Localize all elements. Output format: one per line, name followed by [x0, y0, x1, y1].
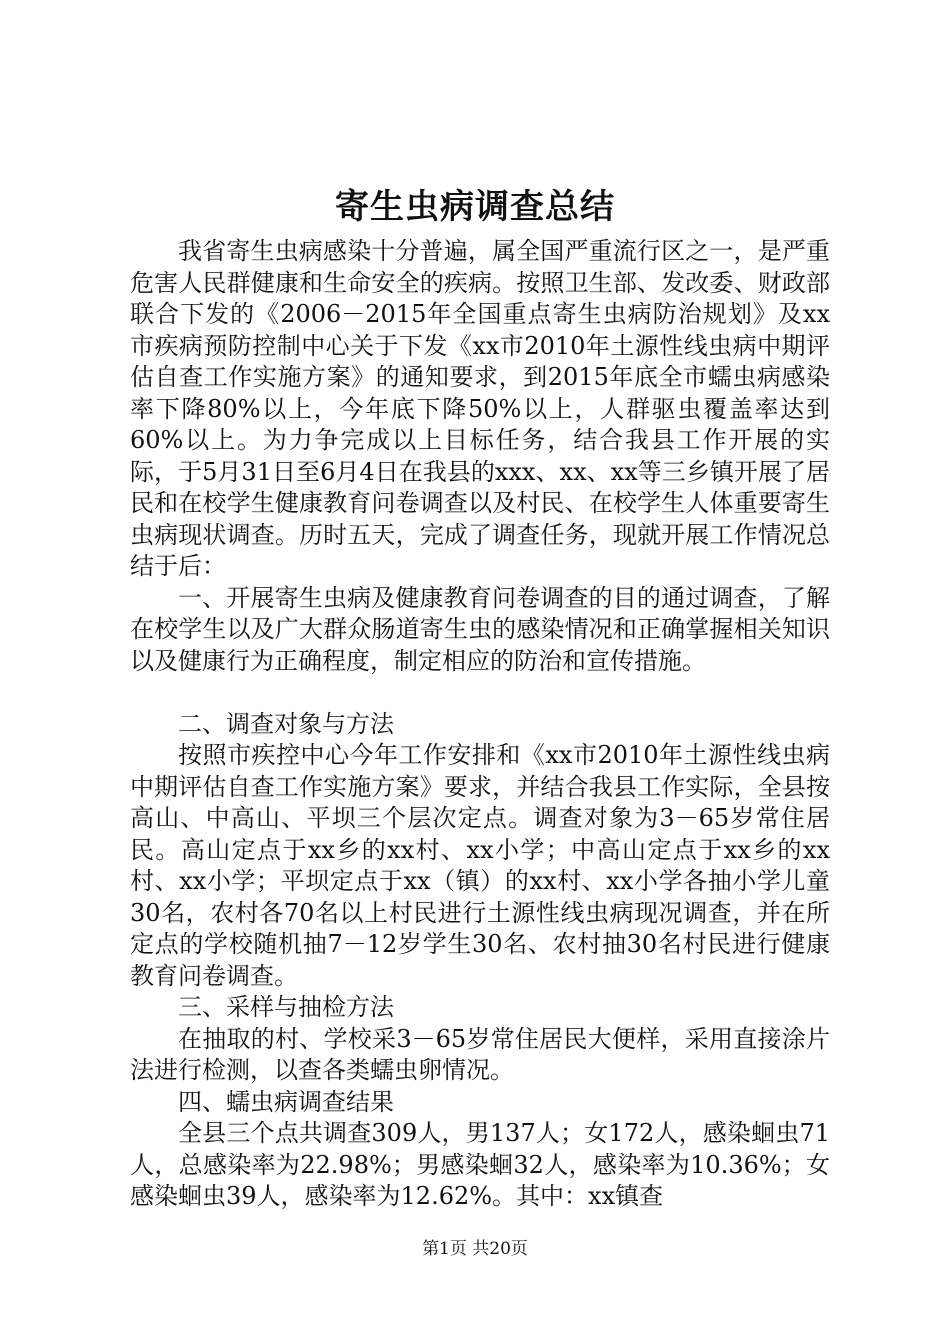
document-body	[130, 236, 830, 1213]
section-three-paragraph: 在抽取的村、学校采3－65岁常住居民大便样，采用直接涂片法进行检测，以查各类蠕虫卵情况。	[130, 1024, 830, 1084]
section-four-heading: 四、蠕虫病调查结果	[178, 1087, 394, 1116]
section-one-paragraph: 一、开展寄生虫病及健康教育问卷调查的目的通过调查，了解在校学生以及广大群众肠道寄生虫的感染情况和正确掌握相关知识以及健康行为正确程度，制定相应的防治和宣传措施。	[130, 583, 830, 675]
section-three-heading: 三、采样与抽检方法	[178, 993, 394, 1021]
section-four-paragraph: 全县三个点共调查309人，男137人；女172人，感染蛔虫71人，总感染率为22.98%；男感染蛔32人，感染率为10.36%；女感染蛔虫39人，感染率为12.62%。其中：xx镇查	[130, 1119, 830, 1210]
intro-paragraph: 我省寄生虫病感染十分普遍，属全国严重流行区之一，是严重危害人民群健康和生命安全的疾病。按照卫生部、发改委、财政部联合下发的《2006－2015年全国重点寄生虫病防治规划》及xx市疾病预防控制中心关于下发《xx市2010年土源性线虫病中期评估自查工作实施方案》的通知要求，到2015年底全市蠕虫病感染率下降80%以上，今年底下降50%以上，人群驱虫覆盖率达到60%以上。为力争完成以上目标任务，结合我县工作开展的实际，于5月31日至6月4日在我县的xxx、xx、xx等三乡镇开展了居民和在校学生健康教育问卷调查以及村民、在校学生人体重要寄生虫病现状调查。历时五天，完成了调查任务，现就开展工作情况总结于后：	[130, 237, 830, 580]
section-two-paragraph: 按照市疾控中心今年工作安排和《xx市2010年土源性线虫病中期评估自查工作实施方案》要求，并结合我县工作实际，全县按高山、中高山、平坝三个层次定点。调查对象为3－65岁常住居民。高山定点于xx乡的xx村、xx小学；中高山定点于xx乡的xx村、xx小学；平坝定点于xx（镇）的xx村、xx小学各抽小学儿童30名，农村各70名以上村民进行土源性线虫病现况调查，并在所定点的学校随机抽7－12岁学生30名、农村抽30名村民进行健康教育问卷调查。	[130, 741, 830, 990]
paragraph-gap	[130, 677, 830, 709]
section-two-heading: 二、调查对象与方法	[178, 709, 394, 738]
document-title: 寄生虫病调查总结	[335, 187, 615, 227]
page-number: 第1页 共20页	[422, 1239, 528, 1259]
